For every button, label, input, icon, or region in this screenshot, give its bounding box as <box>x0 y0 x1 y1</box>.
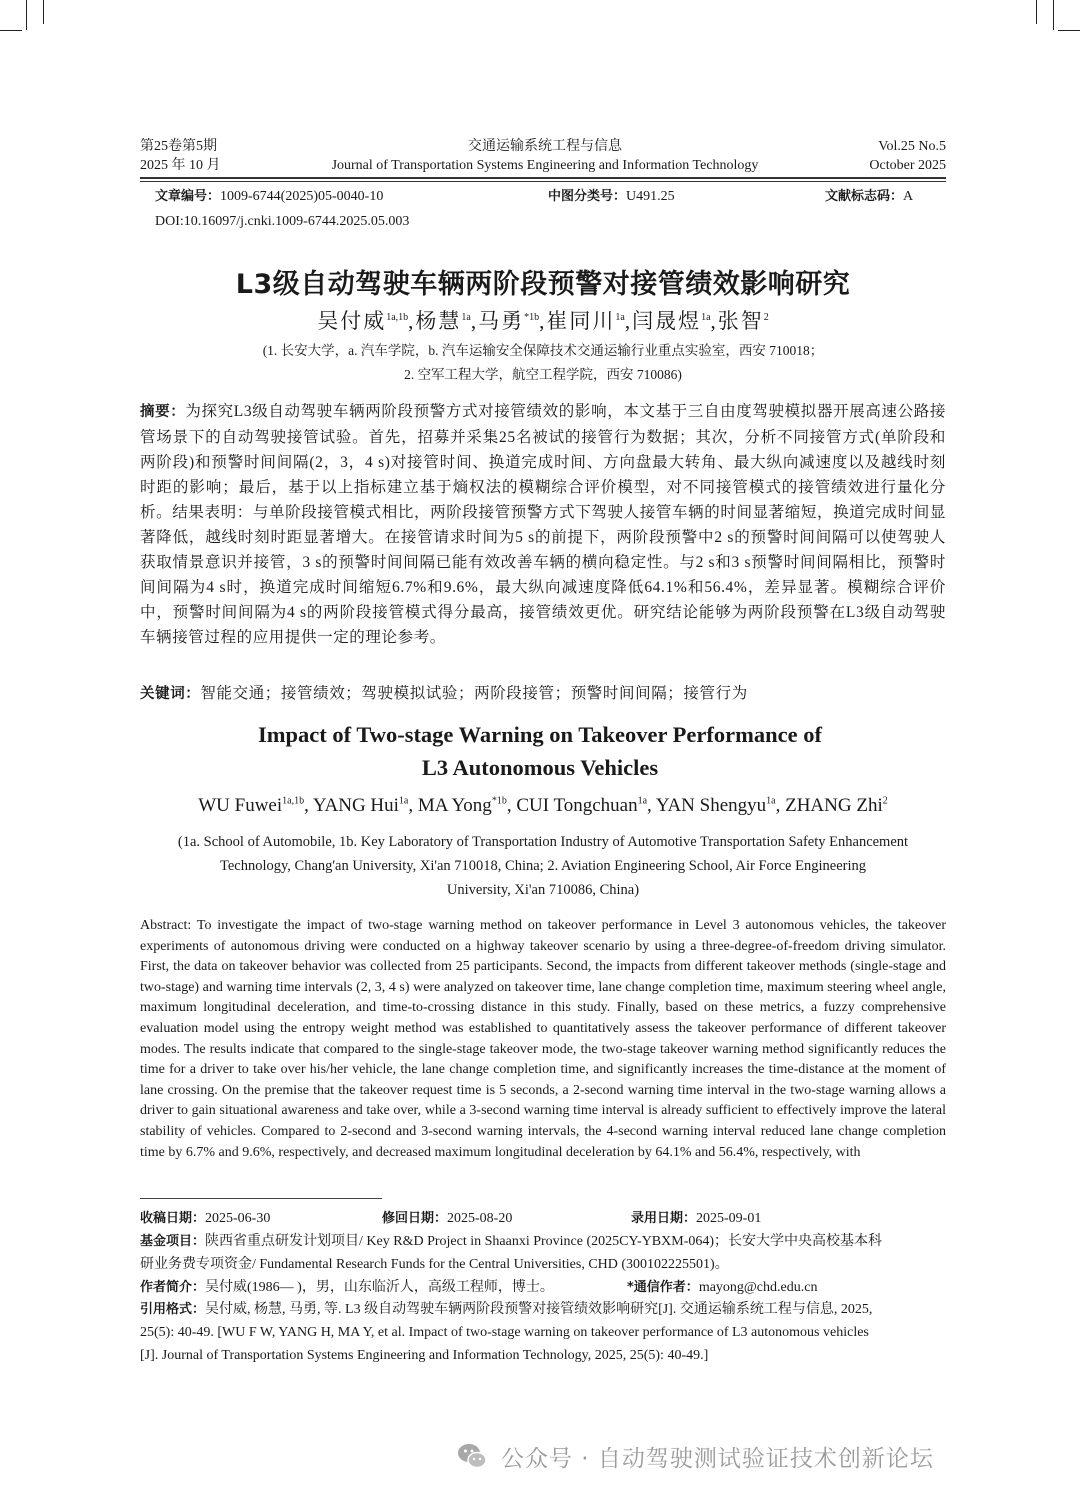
affiliation-en <box>140 830 946 902</box>
author-list-cn <box>140 305 946 335</box>
author-en: CUI Tongchuan$^{1a}$, <box>516 795 656 816</box>
paper-title-en-line: Impact of Two-stage Warning on Takeover Performance of <box>258 722 822 747</box>
header-volume-cn <box>140 137 221 175</box>
watermark <box>455 1436 934 1476</box>
author-cn: 杨慧$^{1a}$, <box>415 309 479 333</box>
author-en: MA Yong$^{*1b}$, <box>417 795 517 816</box>
author-bio: 作者简介：吴付威(1986— )，男，山东临沂人，高级工程师，博士。 <box>140 1280 554 1295</box>
footnote-citation: 引用格式：吴付威, 杨慧, 马勇, 等. L3 级自动驾驶车辆两阶段预警对接管绩效影响研究[J]. 交通运输系统工程与信息, 2025, 25(5): 40-49. [WU F W, YANG H, MA Y, et al. Impact of two-stage warning on takeover performance of L3 autonomous vehicles [J]. Journal of Transportation Systems Engineering and Information Technology, 2025, 25(5): 40-49.] <box>140 1302 873 1363</box>
author-cn: 闫晟煜$^{1a}$, <box>632 309 718 333</box>
document-code: 文献标志码：A <box>825 189 914 204</box>
crop-mark <box>0 30 22 31</box>
clc-number: 中图分类号：U491.25 <box>548 189 675 204</box>
author-en: WU Fuwei$^{1a,1b}$, <box>198 795 313 816</box>
crop-mark <box>1053 0 1054 30</box>
journal-cn: 交通运输系统工程与信息 <box>468 139 622 154</box>
paper-title-cn: L3级自动驾驶车辆两阶段预警对接管绩效影响研究 <box>235 269 851 300</box>
author-cn: 马勇$^{*1b}$, <box>478 309 547 333</box>
corresponding-author: *通信作者：mayong@chd.edu.cn <box>627 1280 818 1295</box>
author-en: ZHANG Zhi$^2$ <box>785 795 888 816</box>
crop-mark <box>43 0 44 24</box>
article-number: 文章编号：1009-6744(2025)05-0040-10 <box>155 189 384 204</box>
abstract-en <box>140 916 946 1163</box>
date-en: October 2025 <box>869 158 946 173</box>
footnote-dates <box>140 1207 946 1230</box>
abstract-text-en: To investigate the impact of two-stage warning method on takeover performance in Level 3 autonomous vehicles, the takeover experiments of autonomous driving were conducted on a highway takeover scenario by using a three-degree-of-freedom driving simulator. First, the data on takeover behavior was collected from 25 participants. Second, the impacts from different takeover methods (single-stage and two-stage) and warning time intervals (2, 3, 4 s) were analyzed on takeover time, lane change completion time, maximum steering wheel angle, maximum longitudinal deceleration, and time-to-crossing distance in this study. Finally, based on these metrics, a fuzzy comprehensive evaluation model using the entropy weight method was established to quantitatively assess the takeover performance of different takeover modes. The results indicate that compared to the single-stage takeover mode, the two-stage takeover warning method significantly reduces the time for a driver to take over his/her vehicle, the lane change completion time, and significantly increases the time-distance at the moment of lane crossing. On the premise that the takeover request time is 5 seconds, a 2-second warning time interval in the two-stage warning allows a driver to gain situational awareness and take over, while a 3-second warning time interval is already sufficient to effectively improve the lateral stability of vehicles. Compared to 2-second and 3-second warning intervals, the 4-second warning interval reduced lane change completion time by 6.7% and 9.6%, respectively, and decreased maximum longitudinal deceleration by 64.1% and 56.4%, respectively, with <box>140 918 946 1160</box>
received-date: 收稿日期：2025-06-30 <box>140 1211 271 1226</box>
header-journal <box>300 137 790 175</box>
volume-cn: 第25卷第5期 <box>140 139 217 154</box>
author-en: YAN Shengyu$^{1a}$, <box>655 795 786 816</box>
affiliation-cn-line: (1. 长安大学，a. 汽车学院，b. 汽车运输安全保障技术交通运输行业重点实验室，西安 710018； <box>262 343 824 358</box>
affiliation-en-line: University, Xi'an 710086, China) <box>446 882 640 898</box>
author-en: YANG Hui$^{1a}$, <box>312 795 418 816</box>
affiliation-en-line: Technology, Chang'an University, Xi'an 710018, China; 2. Aviation Engineering School, Air Force Engineering <box>220 858 866 874</box>
abstract-cn <box>140 399 946 650</box>
paper-title-en <box>140 718 940 784</box>
header-volume-en <box>869 137 946 175</box>
accepted-date: 录用日期：2025-09-01 <box>631 1211 762 1226</box>
crop-mark <box>1058 30 1080 31</box>
affiliation-cn-line: 2. 空军工程大学，航空工程学院，西安 710086) <box>404 367 682 382</box>
crop-mark <box>26 0 27 30</box>
author-cn: 张智$^2$ <box>717 309 769 333</box>
header-rule-thin <box>140 181 946 182</box>
footnote-fund: 基金项目：陕西省重点研发计划项目/ Key R&D Project in Shaanxi Province (2025CY-YBXM-064)；长安大学中央高校基本科 研业务费专项资金/ Fundamental Research Funds for the Central Universities, CHD (300102225501)。 <box>140 1234 883 1272</box>
wechat-icon <box>455 1439 489 1473</box>
journal-en: Journal of Transportation Systems Engineering and Information Technology <box>331 158 759 173</box>
abstract-label-cn: 摘要： <box>140 404 186 420</box>
keywords-text-cn: 智能交通；接管绩效；驾驶模拟试验；两阶段接管；预警时间间隔；接管行为 <box>200 685 748 702</box>
doi: DOI:10.16097/j.cnki.1009-6744.2025.05.003 <box>155 214 410 229</box>
watermark-text: 公众号 · 自动驾驶测试验证技术创新论坛 <box>501 1445 934 1472</box>
footnote-author <box>140 1276 946 1299</box>
crop-mark <box>1036 0 1037 24</box>
abstract-label-en: Abstract: <box>140 918 192 933</box>
keywords-cn <box>140 681 946 703</box>
volume-en: Vol.25 No.5 <box>878 139 946 154</box>
revised-date: 修回日期：2025-08-20 <box>382 1211 513 1226</box>
paper-title-en-line: L3 Autonomous Vehicles <box>421 755 659 780</box>
date-cn: 2025 年 10 月 <box>140 158 221 173</box>
abstract-text-cn: 为探究L3级自动驾驶车辆两阶段预警方式对接管绩效的影响，本文基于三自由度驾驶模拟器开展高速公路接管场景下的自动驾驶接管试验。首先，招募并采集25名被试的接管行为数据；其次，分析不同接管方式(单阶段和两阶段)和预警时间间隔(2，3，4 s)对接管时间、换道完成时间、方向盘最大转角、最大纵向减速度以及越线时刻时距的影响；最后，基于以上指标建立基于熵权法的模糊综合评价模型，对不同接管模式的接管绩效进行量化分析。结果表明：与单阶段接管模式相比，两阶段接管预警方式下驾驶人接管车辆的时间显著缩短，换道完成时间显著降低，越线时刻时距显著增大。在接管请求时间为5 s的前提下，两阶段预警中2 s的预警时间间隔可以使驾驶人获取情景意识并接管，3 s的预警时间间隔已能有效改善车辆的横向稳定性。与2 s和3 s预警时间间隔相比，预警时间间隔为4 s时，换道完成时间缩短6.7%和9.6%，最大纵向减速度降低64.1%和56.4%，差异显著。模糊综合评价中，预警时间间隔为4 s的两阶段接管模式得分最高，接管绩效更优。研究结论能够为两阶段预警在L3级自动驾驶车辆接管过程的应用提供一定的理论参考。 <box>140 403 946 646</box>
footnote-rule <box>140 1198 382 1199</box>
author-cn: 崔同川$^{1a}$, <box>546 309 633 333</box>
affiliation-en-line: (1a. School of Automobile, 1b. Key Laboratory of Transportation Industry of Automotive Transportation Safety Enhancement <box>177 834 909 850</box>
keywords-label-cn: 关键词： <box>140 686 201 702</box>
header-rule <box>140 177 946 179</box>
author-list-en <box>140 795 946 817</box>
author-cn: 吴付威$^{1a,1b}$, <box>317 309 416 333</box>
